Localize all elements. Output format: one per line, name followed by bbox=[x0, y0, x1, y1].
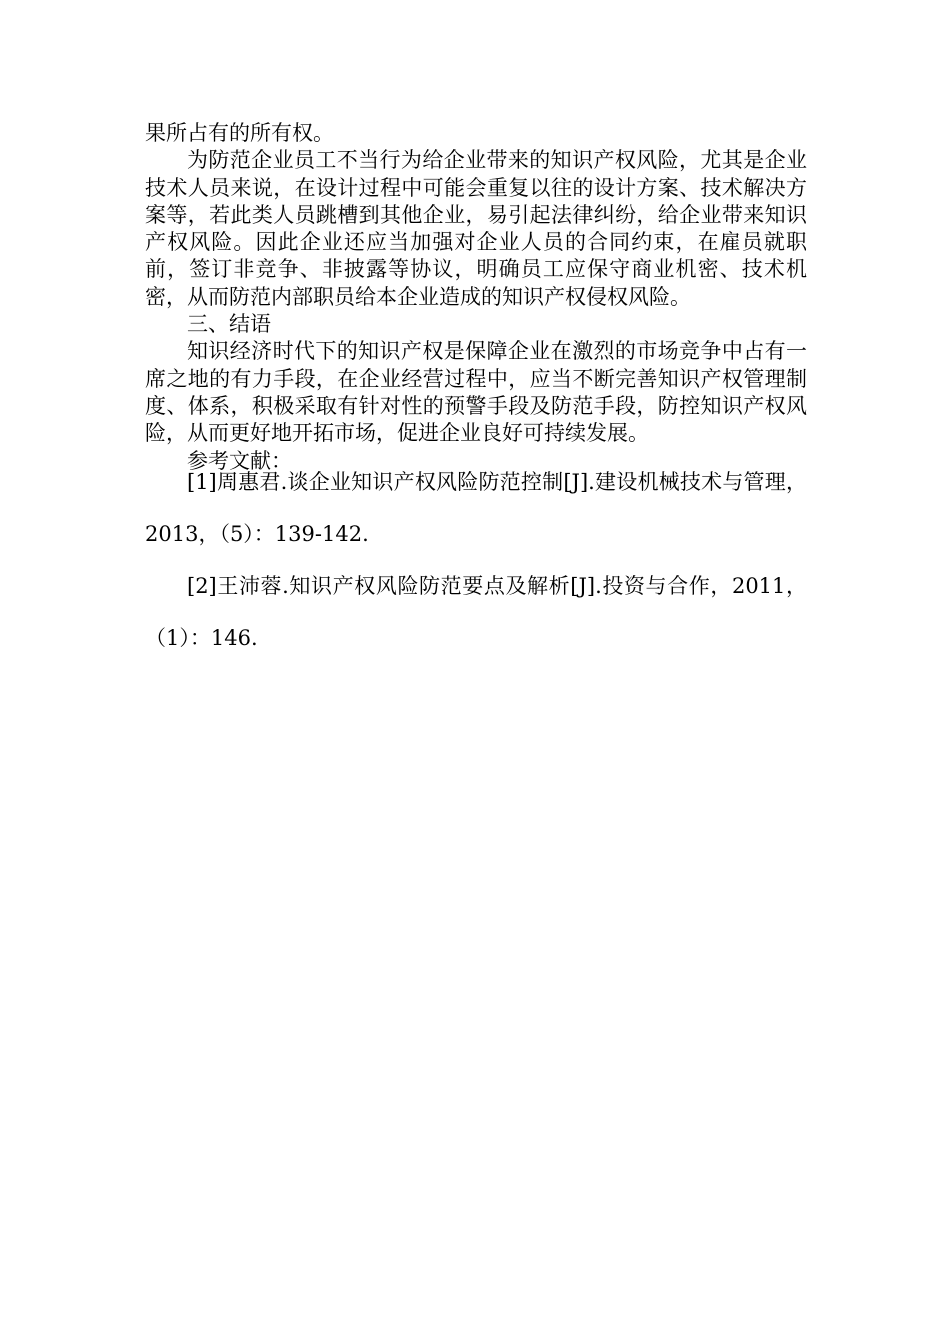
section-heading-conclusion: 三、结语 bbox=[187, 312, 271, 337]
reference-list bbox=[145, 456, 807, 664]
references-heading: 参考文献： bbox=[187, 448, 292, 473]
body-text bbox=[145, 120, 807, 475]
reference-item-2: [2]王沛蓉.知识产权风险防范要点及解析[J].投资与合作，2011，（1）：146. bbox=[145, 574, 807, 650]
reference-item-1: [1]周惠君.谈企业知识产权风险防范控制[J].建设机械技术与管理，2013，（5）：139-142. bbox=[145, 470, 807, 546]
paragraph-conclusion: 知识经济时代下的知识产权是保障企业在激烈的市场竞争中占有一席之地的有力手段，在企业经营过程中，应当不断完善知识产权管理制度、体系，积极采取有针对性的预警手段及防范手段，防控知识产权风险，从而更好地开拓市场，促进企业良好可持续发展。 bbox=[145, 339, 807, 446]
paragraph-employee-risk: 为防范企业员工不当行为给企业带来的知识产权风险，尤其是企业技术人员来说，在设计过程中可能会重复以往的设计方案、技术解决方案等，若此类人员跳槽到其他企业，易引起法律纠纷，给企业带来知识产权风险。因此企业还应当加强对企业人员的合同约束，在雇员就职前，签订非竞争、非披露等协议，明确员工应保守商业机密、技术机密，从而防范内部职员给本企业造成的知识产权侵权风险。 bbox=[145, 148, 807, 309]
paragraph-continuation: 果所占有的所有权。 bbox=[145, 121, 334, 145]
